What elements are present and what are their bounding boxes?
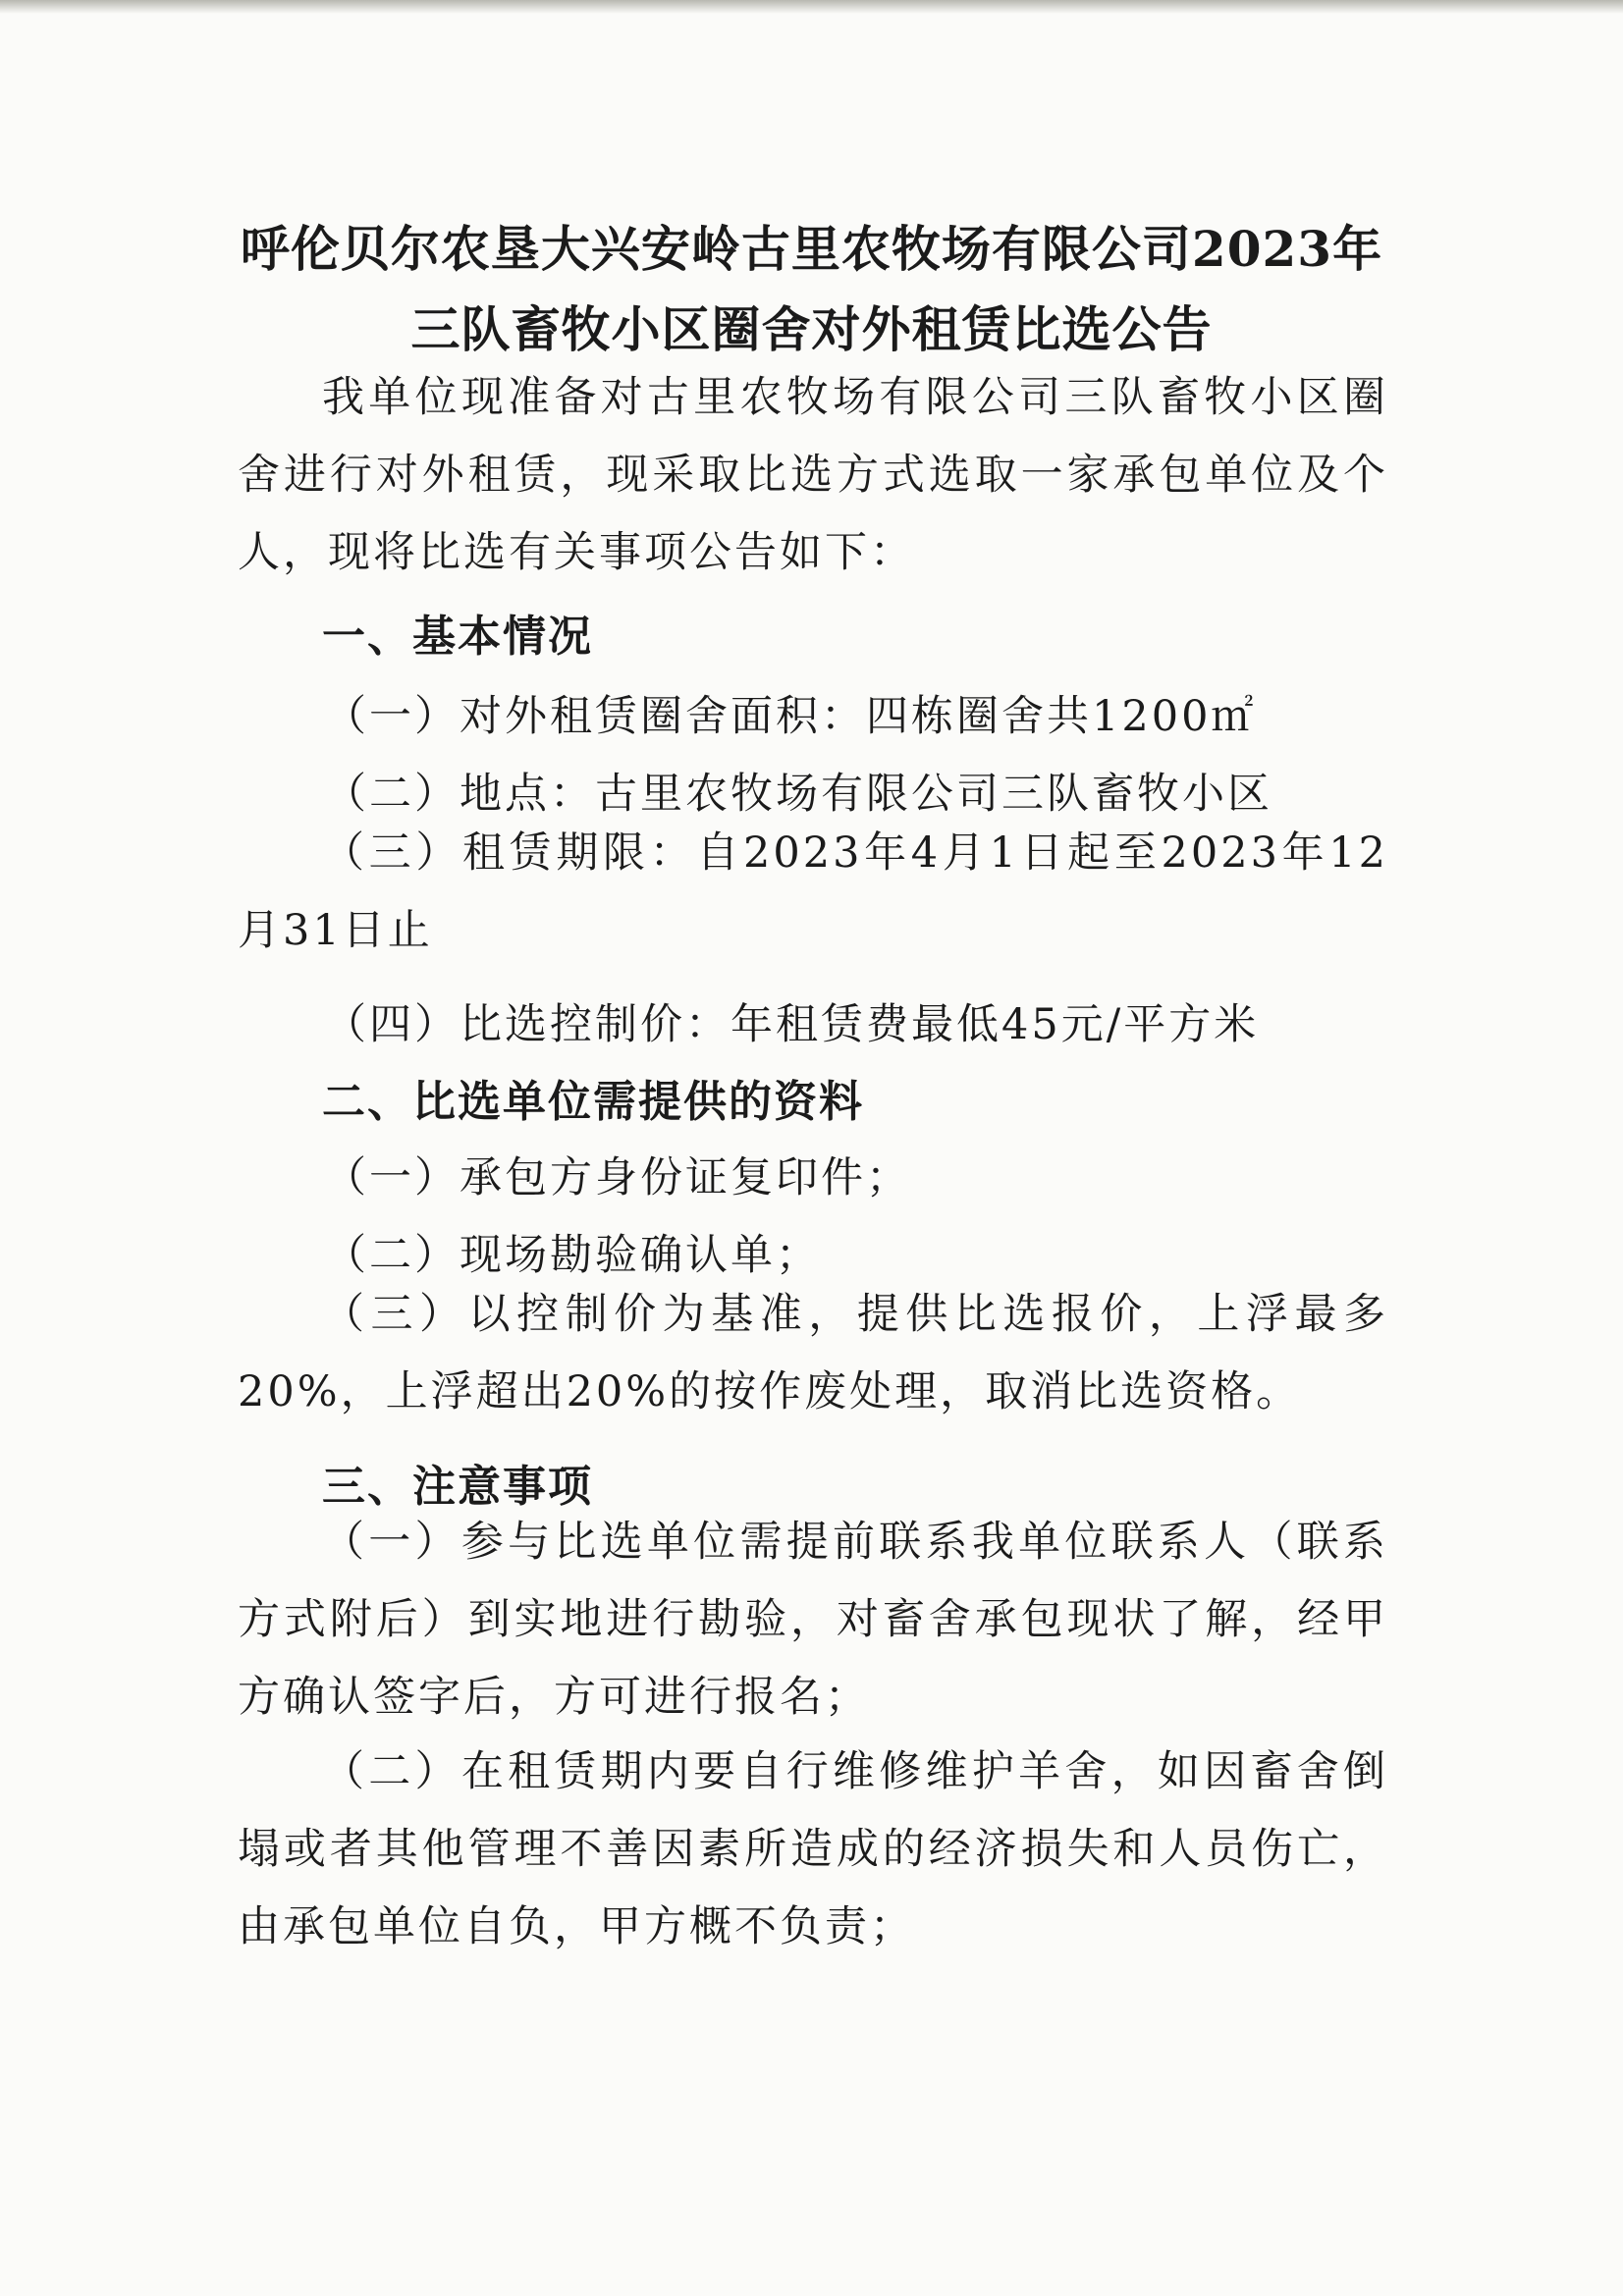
- section-1-item-3: （三）租赁期限：自2023年4月1日起至2023年12月31日止: [238, 828, 1388, 955]
- intro-paragraph: 我单位现准备对古里农牧场有限公司三队畜牧小区圈舍进行对外租赁，现采取比选方式选取一家承包单位及个人，现将比选有关事项公告如下：: [238, 373, 1388, 577]
- section-1-item-1: （一）对外租赁圈舍面积：四栋圈舍共1200㎡: [324, 692, 1257, 741]
- document-title-line-2: 三队畜牧小区圈舍对外租赁比选公告: [410, 300, 1213, 358]
- section-1-item-4: （四）比选控制价：年租赁费最低45元/平方米: [324, 1000, 1260, 1049]
- section-1-item-2: （二）地点：古里农牧场有限公司三队畜牧小区: [324, 770, 1272, 819]
- section-3-heading: 三、注意事项: [322, 1462, 593, 1512]
- section-1-heading: 一、基本情况: [322, 612, 593, 662]
- document-title-line-1: 呼伦贝尔农垦大兴安岭古里农牧场有限公司2023年: [240, 220, 1383, 278]
- section-2-item-2: （二）现场勘验确认单；: [324, 1231, 821, 1280]
- section-2-item-1: （一）承包方身份证复印件；: [324, 1153, 911, 1202]
- scan-shadow-edge: [0, 0, 1623, 14]
- section-3-item-1: （一）参与比选单位需提前联系我单位联系人（联系方式附后）到实地进行勘验，对畜舍承包现状了解，经甲方确认签字后，方可进行报名；: [238, 1518, 1388, 1722]
- section-3-item-2: （二）在租赁期内要自行维修维护羊舍，如因畜舍倒塌或者其他管理不善因素所造成的经济损失和人员伤亡，由承包单位自负，甲方概不负责；: [238, 1747, 1388, 1951]
- section-2-heading: 二、比选单位需提供的资料: [322, 1077, 864, 1127]
- section-2-item-3: （三）以控制价为基准，提供比选报价，上浮最多20%，上浮超出20%的按作废处理，取消比选资格。: [238, 1290, 1388, 1416]
